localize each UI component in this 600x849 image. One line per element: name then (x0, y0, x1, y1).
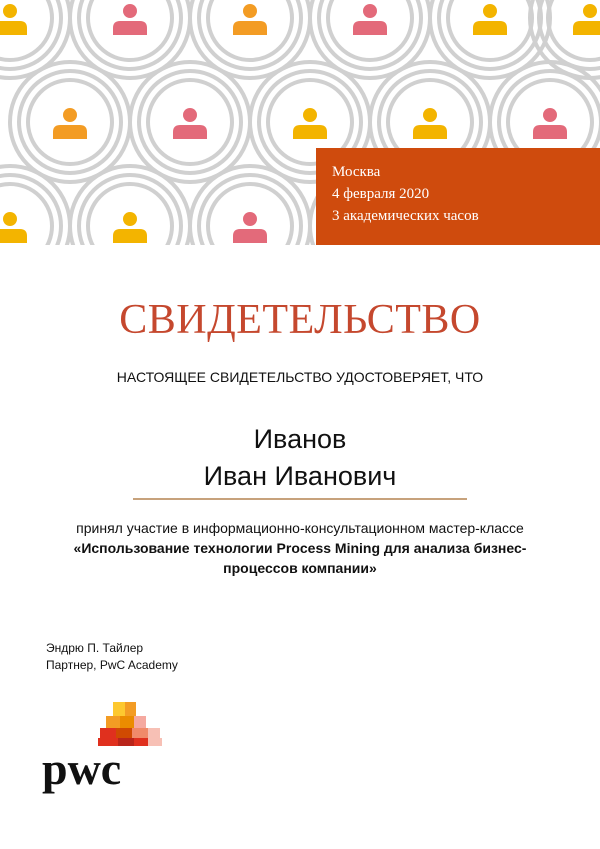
pwc-logo (40, 692, 170, 797)
person-icon (10, 62, 130, 182)
event-city: Москва (332, 164, 381, 180)
person-icon (130, 62, 250, 182)
event-info-box (316, 148, 600, 245)
certificate-description (60, 518, 540, 578)
event-duration: 3 академических часов (332, 208, 479, 224)
signer-name: Эндрю П. Тайлер (46, 641, 144, 655)
recipient-surname: Иванов (253, 424, 347, 454)
person-icon (0, 166, 70, 245)
person-icon (530, 0, 600, 78)
course-title: «Использование технологии Process Mining для анализа бизнес-процессов компании» (73, 540, 527, 576)
signer-position: Партнер, PwC Academy (46, 658, 178, 672)
description-intro: принял участие в информационно-консультационном мастер-классе (76, 520, 524, 536)
recipient-name (0, 421, 600, 495)
recipient-given-names: Иван Иванович (203, 461, 397, 491)
certificate-subtitle: НАСТОЯЩЕЕ СВИДЕТЕЛЬСТВО УДОСТОВЕРЯЕТ, ЧТО (116, 369, 484, 385)
person-icon (0, 0, 70, 78)
signer-block (46, 640, 178, 674)
pwc-logo-text: pwc (42, 743, 122, 794)
event-date: 4 февраля 2020 (332, 186, 430, 202)
pwc-logo-blocks (98, 702, 162, 746)
divider-line (133, 498, 467, 500)
certificate-title: СВИДЕТЕЛЬСТВО (119, 297, 481, 343)
